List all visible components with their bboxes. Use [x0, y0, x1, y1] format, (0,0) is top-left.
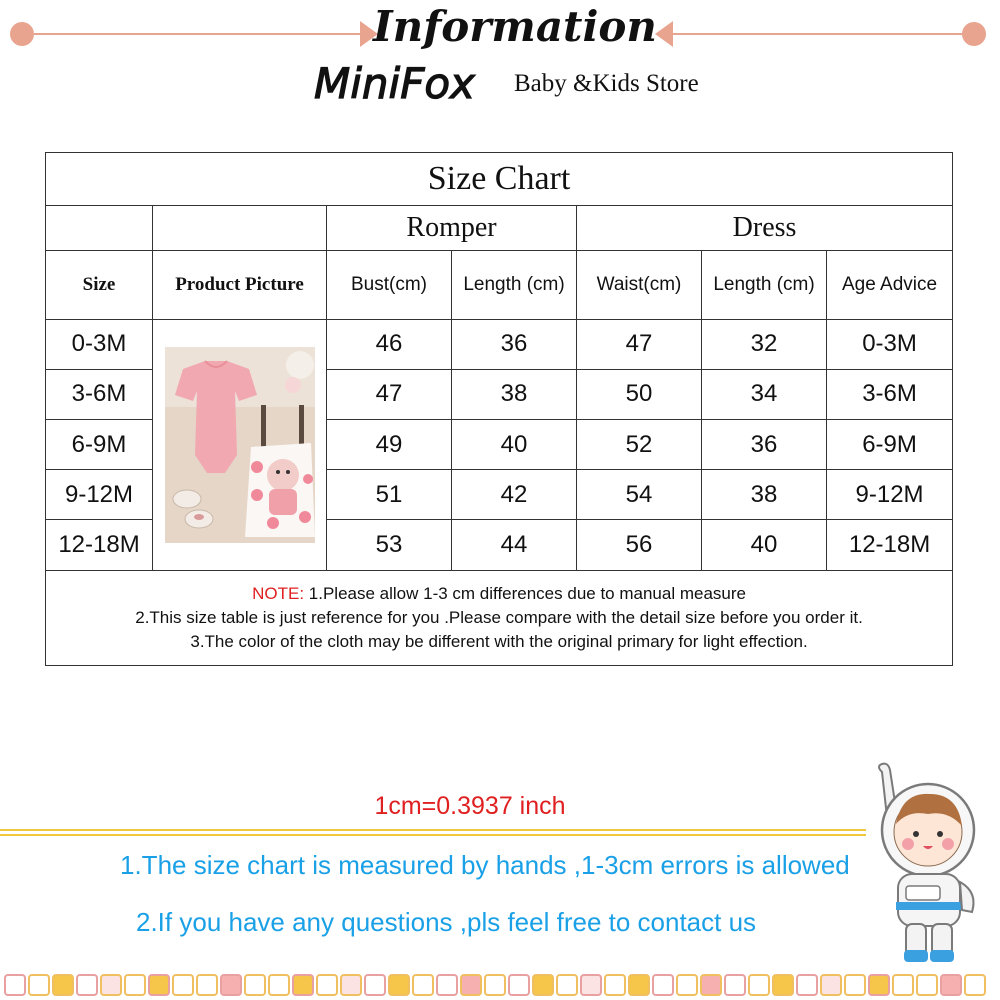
size-cell: 6-9M: [46, 420, 153, 470]
waist-cell: 56: [577, 520, 702, 570]
border-tile: [796, 974, 818, 996]
border-tile: [964, 974, 986, 996]
divider-line: [0, 834, 866, 836]
unit-conversion: 1cm=0.3937 inch: [374, 792, 566, 820]
dress-length-cell: 36: [702, 420, 827, 470]
border-tile: [868, 974, 890, 996]
bust-cell: 46: [327, 319, 452, 369]
header-bust: Bust(cm): [327, 251, 452, 319]
age-advice-cell: 12-18M: [827, 520, 953, 570]
border-tile: [52, 974, 74, 996]
border-tile: [844, 974, 866, 996]
product-picture-cell: [153, 319, 327, 570]
dress-length-cell: 40: [702, 520, 827, 570]
group-blank-1: [46, 206, 153, 251]
page-title: Information: [373, 2, 657, 51]
size-chart-title: Size Chart: [46, 153, 953, 206]
border-tile: [652, 974, 674, 996]
note-label: NOTE:: [252, 583, 305, 603]
svg-text:MiniFox: MiniFox: [314, 59, 475, 108]
border-tile: [100, 974, 122, 996]
border-tile: [484, 974, 506, 996]
note-1-text: 1.Please allow 1-3 cm differences due to manual measure: [304, 583, 746, 603]
border-tile: [940, 974, 962, 996]
border-tile: [772, 974, 794, 996]
border-tile: [76, 974, 98, 996]
divider-line: [0, 829, 866, 831]
bust-cell: 49: [327, 420, 452, 470]
waist-cell: 52: [577, 420, 702, 470]
header-dress-length: Length (cm): [702, 251, 827, 319]
border-tile: [196, 974, 218, 996]
border-tile: [676, 974, 698, 996]
note-line-3: 3.The color of the cloth may be different with the original primary for light effection.: [190, 631, 808, 651]
header-line-left: [34, 33, 364, 35]
age-advice-cell: 9-12M: [827, 470, 953, 520]
age-advice-cell: 3-6M: [827, 369, 953, 419]
border-tile: [820, 974, 842, 996]
size-cell: 0-3M: [46, 319, 153, 369]
romper-length-cell: 42: [452, 470, 577, 520]
astronaut-illustration: [868, 762, 988, 967]
bust-cell: 51: [327, 470, 452, 520]
size-cell: 3-6M: [46, 369, 153, 419]
header-arrow-left-icon: [655, 21, 673, 47]
bust-cell: 53: [327, 520, 452, 570]
border-tile: [268, 974, 290, 996]
border-tile: [124, 974, 146, 996]
border-tile: [700, 974, 722, 996]
dress-length-cell: 34: [702, 369, 827, 419]
waist-cell: 50: [577, 369, 702, 419]
border-tile: [4, 974, 26, 996]
header-age-advice: Age Advice: [827, 251, 953, 319]
dress-length-cell: 32: [702, 319, 827, 369]
border-tile: [916, 974, 938, 996]
border-tile: [148, 974, 170, 996]
size-cell: 9-12M: [46, 470, 153, 520]
header-size: Size: [46, 251, 153, 319]
border-tile: [388, 974, 410, 996]
header-line-right: [672, 33, 972, 35]
header-product-picture: Product Picture: [153, 251, 327, 319]
group-blank-2: [153, 206, 327, 251]
notes-cell: [46, 570, 953, 665]
info-line-2: 2.If you have any questions ,pls feel free to contact us: [136, 907, 757, 937]
romper-length-cell: 40: [452, 420, 577, 470]
product-photo: [165, 347, 315, 543]
header-dot-left: [10, 22, 34, 46]
header-dot-right: [962, 22, 986, 46]
border-tile: [460, 974, 482, 996]
minifox-logo: [312, 58, 512, 108]
age-advice-cell: 0-3M: [827, 319, 953, 369]
border-tile: [412, 974, 434, 996]
border-tile: [580, 974, 602, 996]
group-romper: Romper: [327, 206, 577, 251]
border-tile: [628, 974, 650, 996]
border-tile: [724, 974, 746, 996]
border-tile: [508, 974, 530, 996]
waist-cell: 47: [577, 319, 702, 369]
border-tile: [220, 974, 242, 996]
header-romper-length: Length (cm): [452, 251, 577, 319]
bust-cell: 47: [327, 369, 452, 419]
age-advice-cell: 6-9M: [827, 420, 953, 470]
waist-cell: 54: [577, 470, 702, 520]
border-tile: [556, 974, 578, 996]
romper-length-cell: 44: [452, 520, 577, 570]
border-tile: [364, 974, 386, 996]
info-line-1: 1.The size chart is measured by hands ,1-3cm errors is allowed: [120, 850, 850, 880]
header-waist: Waist(cm): [577, 251, 702, 319]
store-name: Baby &Kids Store: [514, 70, 699, 97]
romper-length-cell: 36: [452, 319, 577, 369]
border-tile: [532, 974, 554, 996]
border-tile: [748, 974, 770, 996]
border-tile: [28, 974, 50, 996]
table-row: [46, 319, 953, 369]
note-line-2: 2.This size table is just reference for you .Please compare with the detail size before you order it.: [135, 607, 863, 627]
romper-length-cell: 38: [452, 369, 577, 419]
border-tile: [604, 974, 626, 996]
border-tile: [244, 974, 266, 996]
border-tile: [316, 974, 338, 996]
border-tile: [292, 974, 314, 996]
decorative-border: [0, 970, 1000, 1000]
border-tile: [436, 974, 458, 996]
size-chart-table: [45, 152, 953, 666]
group-dress: Dress: [577, 206, 953, 251]
note-line-1: [46, 582, 952, 606]
border-tile: [172, 974, 194, 996]
size-cell: 12-18M: [46, 520, 153, 570]
border-tile: [892, 974, 914, 996]
dress-length-cell: 38: [702, 470, 827, 520]
border-tile: [340, 974, 362, 996]
